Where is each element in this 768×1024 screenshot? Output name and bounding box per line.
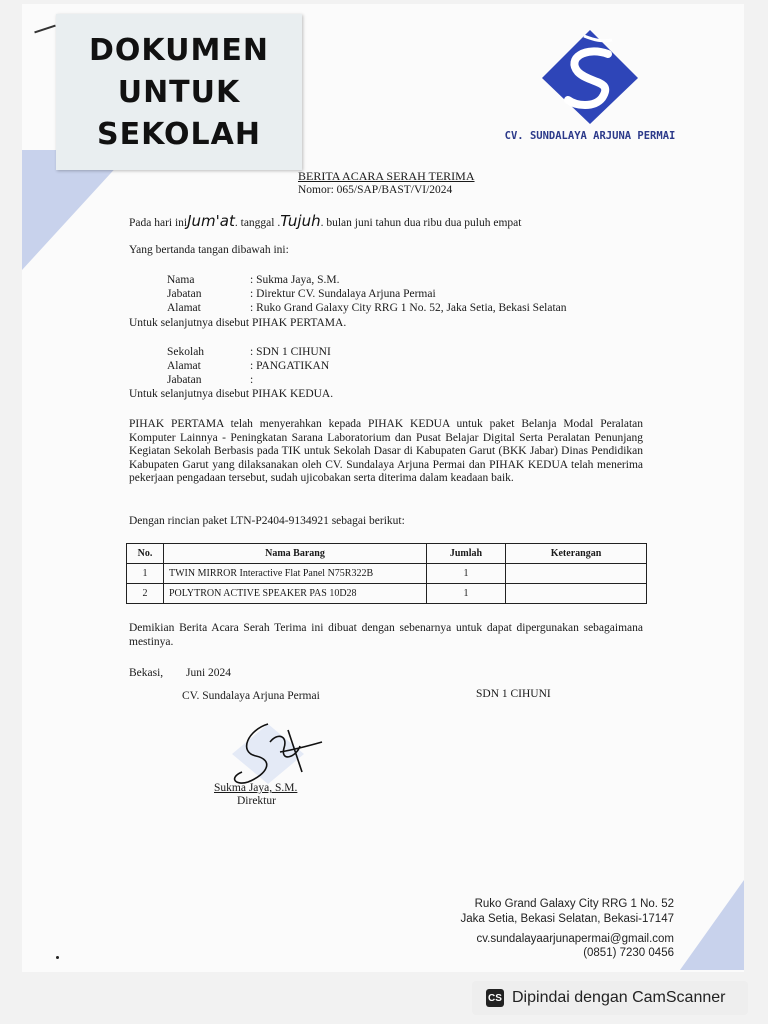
handwritten-date: Tujuh xyxy=(280,212,321,230)
party1-nama-label: Nama xyxy=(167,274,195,286)
cell-qty: 1 xyxy=(427,584,506,604)
closing-paragraph: Demikian Berita Acara Serah Terima ini dibuat dengan sebenarnya untuk dapat dipergunakan sebagaimana mestinya. xyxy=(129,622,643,648)
footer-email: cv.sundalayaarjunapermai@gmail.com xyxy=(476,933,674,945)
table-row xyxy=(127,584,647,604)
cell-no: 1 xyxy=(127,564,164,584)
document-title: BERITA ACARA SERAH TERIMA xyxy=(298,169,475,183)
party1-closing: Untuk selanjutnya disebut PIHAK PERTAMA. xyxy=(129,317,347,329)
items-table xyxy=(126,543,647,604)
right-signatory-org: SDN 1 CIHUNI xyxy=(476,688,551,700)
handover-paragraph: PIHAK PERTAMA telah menyerahkan kepada PIHAK KEDUA untuk paket Belanja Modal Peralatan Komputer Lainnya - Peningkatan Sarana Laboratorium dan Pusat Belajar Digital Serta Peralatan Penunjang Kegiatan Sekolah Berbasis pada TIK untuk Sekolah Dasar di Kabupaten Garut (BKK Jabar) Dinas Pendidikan Kabupaten Garut yang dilaksanakan oleh CV. Sundalaya Arjuna Permai dan PIHAK KEDUA telah menerima pekerjaan pengadaan tersebut, sudah ujicobakan serta diterima dalam keadaan baik. xyxy=(129,418,643,484)
cell-qty: 1 xyxy=(427,564,506,584)
col-header-qty: Jumlah xyxy=(427,544,506,564)
camscanner-icon: CS xyxy=(486,989,504,1007)
col-header-note: Keterangan xyxy=(506,544,647,564)
party2-alamat-label: Alamat xyxy=(167,360,201,372)
signoff-place: Bekasi, xyxy=(129,667,164,679)
col-header-name: Nama Barang xyxy=(164,544,427,564)
note-line-2: UNTUK xyxy=(117,75,241,110)
school-document-note xyxy=(56,14,302,170)
signature-mark xyxy=(218,712,328,792)
party1-alamat-value: : Ruko Grand Galaxy City RRG 1 No. 52, Jaka Setia, Bekasi Selatan xyxy=(250,302,567,314)
party2-jabatan-value: : xyxy=(250,374,254,386)
party1-nama-value: : Sukma Jaya, S.M. xyxy=(250,274,340,286)
camscanner-text: Dipindai dengan CamScanner xyxy=(512,989,726,1006)
party1-jabatan-label: Jabatan xyxy=(167,288,202,300)
signed-below-text: Yang bertanda tangan dibawah ini: xyxy=(129,244,289,256)
party2-sekolah-label: Sekolah xyxy=(167,346,205,358)
col-header-no: No. xyxy=(127,544,164,564)
intro-prefix: Pada hari ini xyxy=(129,217,188,229)
party1-jabatan-value: : Direktur CV. Sundalaya Arjuna Permai xyxy=(250,288,436,300)
scan-speck xyxy=(56,956,59,959)
cell-name: POLYTRON ACTIVE SPEAKER PAS 10D28 xyxy=(164,584,427,604)
party2-alamat-value: : PANGATIKAN xyxy=(250,360,330,372)
party2-closing: Untuk selanjutnya disebut PIHAK KEDUA. xyxy=(129,388,334,400)
intro-line xyxy=(129,212,521,230)
left-signatory-name: Sukma Jaya, S.M. xyxy=(214,782,298,794)
party2-jabatan-label: Jabatan xyxy=(167,374,202,386)
signoff-date: Juni 2024 xyxy=(186,667,232,679)
footer-address-2: Jaka Setia, Bekasi Selatan, Bekasi-17147 xyxy=(460,913,674,925)
cell-note xyxy=(506,564,647,584)
tanggal-label: . tanggal . xyxy=(234,217,281,229)
left-signatory-title: Direktur xyxy=(237,795,276,807)
party2-sekolah-value: : SDN 1 CIHUNI xyxy=(250,346,331,358)
table-row xyxy=(127,564,647,584)
document-number: Nomor: 065/SAP/BAST/VI/2024 xyxy=(298,184,453,196)
footer-address-1: Ruko Grand Galaxy City RRG 1 No. 52 xyxy=(474,898,674,910)
corner-decoration-bottom-right xyxy=(680,880,744,970)
footer-phone: (0851) 7230 0456 xyxy=(583,947,674,959)
company-logo-icon xyxy=(538,28,642,126)
cell-no: 2 xyxy=(127,584,164,604)
intro-suffix: . bulan juni tahun dua ribu dua puluh empat xyxy=(320,217,522,229)
cell-note xyxy=(506,584,647,604)
party1-alamat-label: Alamat xyxy=(167,302,201,314)
detail-intro: Dengan rincian paket LTN-P2404-9134921 sebagai berikut: xyxy=(129,515,405,527)
company-name: CV. SUNDALAYA ARJUNA PERMAI xyxy=(504,130,676,142)
left-signatory-org: CV. Sundalaya Arjuna Permai xyxy=(182,690,320,702)
camscanner-watermark xyxy=(472,981,748,1015)
handwritten-day: Jum'at xyxy=(187,212,235,230)
note-line-3: SEKOLAH xyxy=(97,117,261,152)
table-header-row xyxy=(127,544,647,564)
note-line-1: DOKUMEN xyxy=(89,33,269,68)
cell-name: TWIN MIRROR Interactive Flat Panel N75R322B xyxy=(164,564,427,584)
